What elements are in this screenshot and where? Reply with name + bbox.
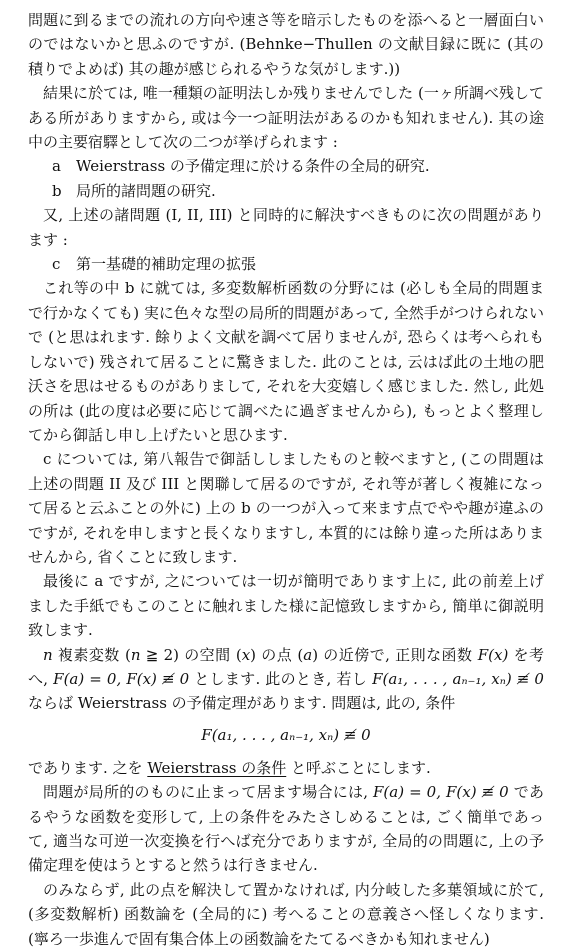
list-item-label: a	[52, 157, 61, 176]
math-condition: F(a) = 0, F(x) ≢ 0	[53, 669, 190, 688]
text-run: 複素変数 (	[52, 645, 131, 664]
text-run: とします. 此のとき, 若し	[189, 669, 373, 688]
text-run: 問題が局所的のものに止まって居ます場合には,	[43, 783, 374, 802]
text-run: ) の点 (	[250, 645, 304, 664]
math-n: n	[43, 645, 53, 664]
text-run: ≧ 2) の空間 (	[140, 645, 242, 664]
paragraph-1: 問題に到るまでの流れの方向や速さ等を暗示したものを添へると一層面白いのではないかと思ふのですが. (Behnke−Thullen の文献目録に既に (其の積りでよめば) 其の趣が感じられるやうな気がします.))	[28, 11, 544, 78]
paragraph-3: 又, 上述の諸問題 (I, II, III) と同時的に解決すべきものに次の問題があります :	[28, 206, 544, 249]
math-condition: F(a₁, . . . , aₙ₋₁, xₙ) ≢ 0	[372, 669, 544, 688]
paragraph-7	[28, 643, 544, 716]
paragraph-5: c については, 第八報告で御話ししましたものと較べますと, (この問題は上述の問題 II 及び III と関聯して居るのですが, それ等が著しく複雑になって居ると云ふことの外に) 上の b の一つが入って来ます点でやや趣が違ふのですが, それを申しますと長くなりますし, 本質的には餘り違った所はありませんから, 省くことに致します.	[28, 450, 544, 566]
math-condition: F(a) = 0, F(x) ≢ 0	[373, 783, 509, 802]
math-n: n	[130, 645, 141, 664]
math-x: x	[241, 645, 251, 664]
display-equation: F(a₁, . . . , aₙ₋₁, xₙ) ≢ 0	[201, 725, 371, 744]
list-item-text: 局所的諸問題の研究.	[76, 181, 216, 200]
list-item-c	[52, 252, 544, 276]
paragraph-8	[28, 756, 544, 780]
list-item-text: 第一基礎的補助定理の拡張	[76, 255, 257, 274]
list-item-b	[52, 179, 544, 203]
text-run: と呼ぶことにします.	[286, 758, 431, 777]
paragraph-4: これ等の中 b に就ては, 多変数解析函数の分野には (必しも全局的問題まで行かなくても) 実に色々な型の局所的問題があって, 全然手がつけられないで (と思はれます. 餘りよく文献を調べて居りませんが, 恐らくは考へられもしないで) 残されて居ることに驚きました. 此のことは, 云はば此の土地の肥沃さを思はせるものがありまして, それを大変嬉しく感じました. 然し, 此処の所は (此の度は必要に応じて調べたに過ぎませんから), もっとよく整理してから御話し申し上げたいと思ひます.	[28, 279, 544, 444]
list-item-text: Weierstrass の予備定理に於ける条件の全局的研究.	[76, 157, 430, 176]
paragraph-6: 最後に a ですが, 之については一切が簡明であります上に, 此の前差上げました手紙でもこのことに触れました様に記憶致しますから, 簡単に御説明致します.	[28, 572, 544, 640]
document-page	[28, 8, 544, 951]
text-run: ) の近傍で, 正則な函数	[312, 645, 478, 664]
paragraph-9	[28, 780, 544, 878]
list-item-label: b	[52, 181, 62, 200]
math-a: a	[303, 645, 313, 664]
math-function: F(x)	[477, 645, 509, 664]
underlined-term: Weierstrass の条件	[147, 758, 287, 777]
paragraph-2: 結果に於ては, 唯一種類の証明法しか残りませんでした (一ヶ所調べ残してある所がありますから, 或は今一つ証明法があるのかも知れません). 其の途中の主要宿驛として次の二つが挙げられます :	[28, 84, 544, 152]
list-item-label: c	[52, 255, 61, 274]
text-run: であるやうな函数を変形して, 上の条件をみたさしめることは, ごく簡単であって, 適当な可逆一次変換を行へば充分でありますが, 全局的の問題に, 上の予備定理を使はうとすると然うは行きません.	[28, 783, 544, 875]
text-run: ならば Weierstrass の予備定理があります. 問題は, 此の, 条件	[28, 694, 456, 713]
paragraph-10: のみならず, 此の点を解決して置かなければ, 内分岐した多葉領域に於て, (多変数解析) 函数論を (全局的に) 考へることの意義さへ怪しくなります. (寧ろ一歩進んで固有集合体上の函数論をたてるべきかも知れません)	[28, 880, 544, 948]
text-run: であります. 之を	[28, 758, 148, 777]
text-run: を考へ,	[28, 645, 545, 688]
list-item-a	[52, 154, 544, 178]
